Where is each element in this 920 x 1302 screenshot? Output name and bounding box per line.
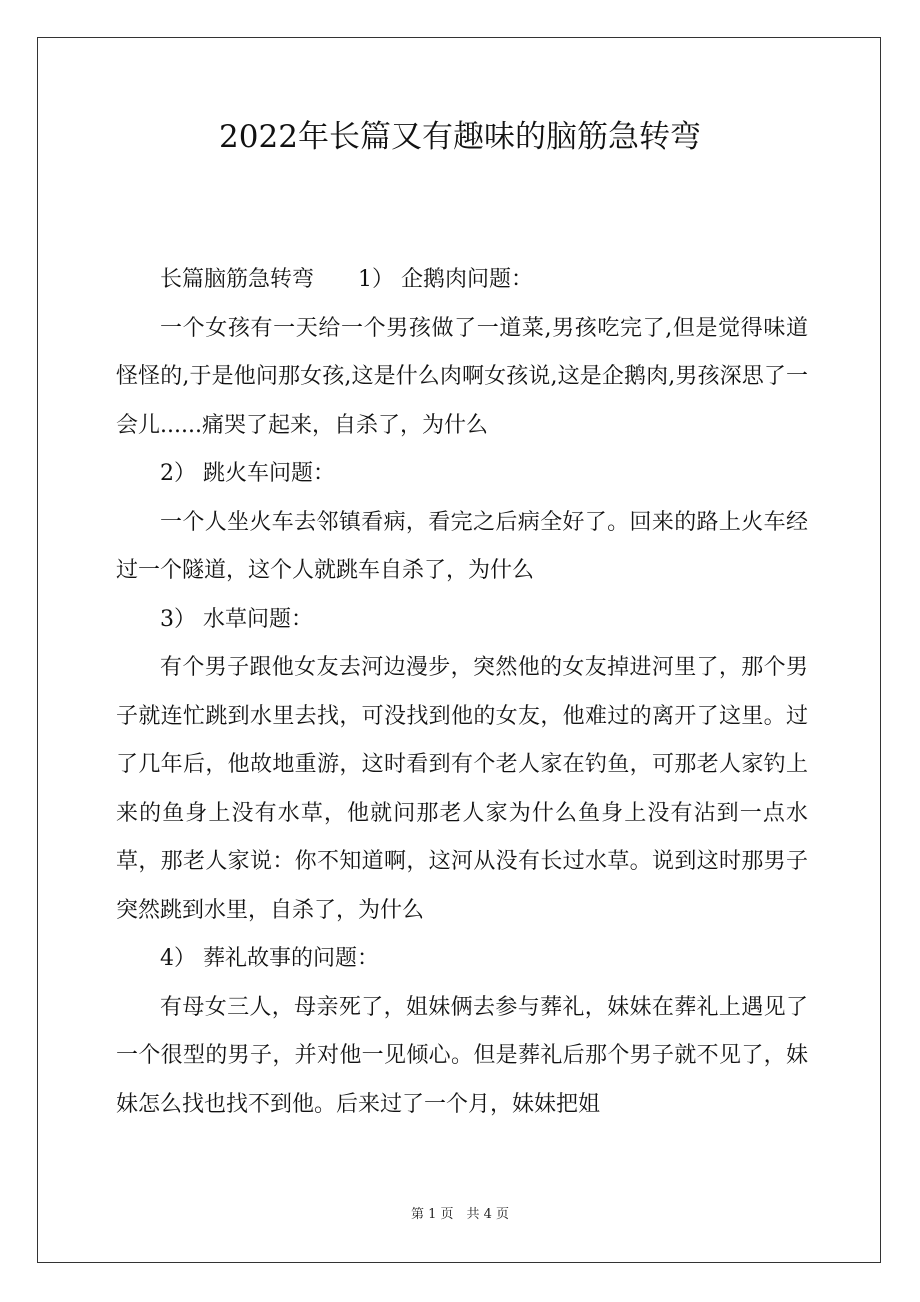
paragraph-heading-3: 3） 水草问题： bbox=[160, 606, 313, 632]
paragraph-2: 一个人坐火车去邻镇看病，看完之后病全好了。回来的路上火车经过一个隧道，这个人就跳车自杀了，为什么 bbox=[116, 509, 808, 583]
document-body bbox=[116, 256, 808, 1129]
document-title: 2022年长篇又有趣味的脑筋急转弯 bbox=[219, 119, 701, 155]
paragraph-heading-4: 4） 葬礼故事的问题： bbox=[160, 946, 379, 971]
paragraph-4: 有母女三人，母亲死了，姐妹俩去参与葬礼，妹妹在葬礼上遇见了一个很型的男子，并对他一见倾心。但是葬礼后那个男子就不见了，妹妹怎么找也找不到他。后来过了一个月，妹妹把姐 bbox=[116, 994, 808, 1117]
page-number-footer: 第 1 页 共 4 页 bbox=[410, 1207, 510, 1222]
paragraph-heading-1: 长篇脑筋急转弯 1） 企鹅肉问题： bbox=[160, 267, 533, 292]
paragraph-3: 有个男子跟他女友去河边漫步，突然他的女友掉进河里了，那个男子就连忙跳到水里去找，可没找到他的女友，他难过的离开了这里。过了几年后，他故地重游，这时看到有个老人家在钓鱼，可那老人家钓上来的鱼身上没有水草，他就问那老人家为什么鱼身上没有沾到一点水草，那老人家说：你不知道啊，这河从没有长过水草。说到这时那男子突然跳到水里，自杀了，为什么 bbox=[116, 655, 808, 923]
paragraph-1: 一个女孩有一天给一个男孩做了一道菜,男孩吃完了,但是觉得味道怪怪的,于是他问那女孩,这是什么肉啊女孩说,这是企鹅肉,男孩深思了一会儿......痛哭了起来，自杀了，为什么 bbox=[116, 315, 808, 438]
paragraph-heading-2: 2） 跳火车问题： bbox=[160, 461, 335, 486]
